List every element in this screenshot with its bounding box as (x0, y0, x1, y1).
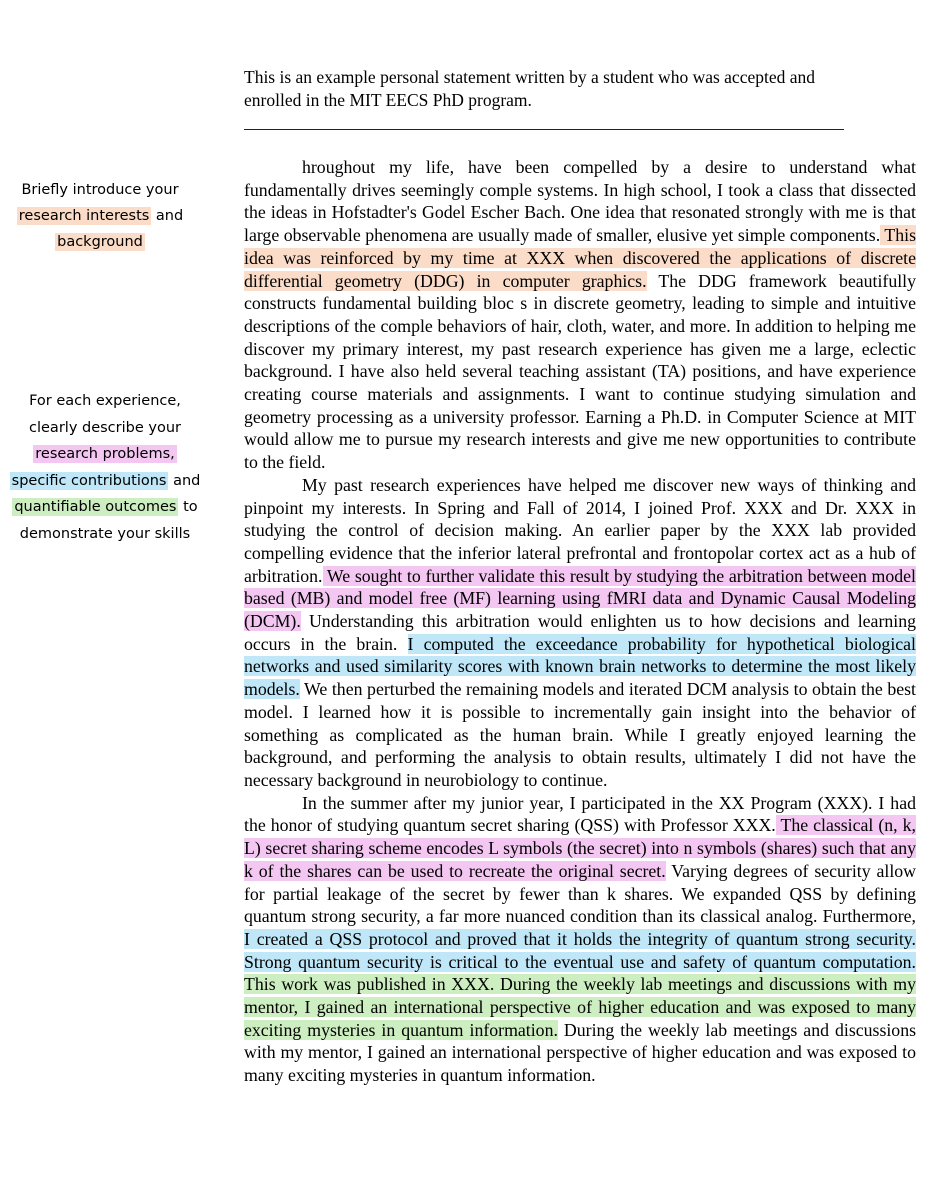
note2-line-5 (0, 494, 210, 521)
p3-text-2: Varying degrees of security allow for partial leakage of the secret by fewer than k shares. We expanded QSS by defining quantum strong security, a far more nuanced condition than its classical analog. Furthermore, (244, 860, 916, 927)
intro-note (244, 66, 924, 112)
note2-highlight-specific-contributions: specific contributions (11, 472, 167, 489)
note2-line-3 (0, 441, 210, 468)
p2-text-3: We then perturbed the remaining models and iterated DCM analysis to obtain the best model. I learned how it is possible to incrementally gain insight into the behavior of something as complicated as the human brain. While I greatly enjoyed learning the background, and performing the analysis to obtain results, ultimately I did not have the necessary background in neurobiology to continue. (244, 679, 916, 790)
p3-highlight-problem: The classical (n, k, L) secret sharing scheme encodes L symbols (the secret) into n symbols (shares) such that any k of the shares can be used to recreate the original secret. (244, 815, 916, 881)
p3-highlight-contribution: I created a QSS protocol and proved that it holds the integrity of quantum strong security. Strong quantum security is critical to the eventual use and safety of quantum computation. (244, 928, 916, 972)
separator-rule (244, 129, 844, 130)
margin-note-intro (0, 177, 200, 255)
p1-text-2: The DDG framework beautifully constructs fundamental building bloc s in discrete geometry, leading to simple and intuitive descriptions of the comple behaviors of hair, cloth, water, and more. In addition to helping me discover my primary interest, my past research experience has given me a large, eclectic background. I have also held several teaching assistant (TA) positions, and have experience creating course materials and assignments. I want to continue studying simulation and geometry processing as a university professor. Earning a Ph.D. in Computer Science at MIT would allow me to pursue my research interests and give me new opportunities to contribute to the field. (244, 270, 916, 473)
paragraph-decision-making (244, 474, 916, 792)
p2-highlight-contribution: I computed the exceedance probability for hypothetical biological networks and used similarity scores with known brain networks to determine the most likely models. (244, 633, 916, 700)
intro-line-2: enrolled in the MIT EECS PhD program. (244, 90, 532, 110)
p3-highlight-outcome: This work was published in XXX. During the weekly lab meetings and discussions with my mentor, I gained an international perspective of higher education and was exposed to many exciting mysteries in quantum information. (244, 974, 916, 1040)
p3-text-1: In the summer after my junior year, I participated in the XX Program (XXX). I had the honor of studying quantum secret sharing (QSS) with Professor XXX. (244, 792, 916, 836)
note1-line-2-rest: and (151, 208, 184, 224)
p2-highlight-problem: We sought to further validate this result by studying the arbitration between model based (MB) and model free (MF) learning using fMRI data and Dynamic Causal Modeling (DCM). (244, 565, 916, 632)
note1-line-3 (0, 229, 200, 255)
personal-statement-body (244, 156, 916, 1087)
intro-line-1: This is an example personal statement written by a student who was accepted and (244, 67, 816, 87)
note1-highlight-background: background (57, 234, 143, 250)
p3-text-3: During the weekly lab meetings and discussions with my mentor, I gained an international perspective of higher education and was exposed to many exciting mysteries in quantum information. (244, 1019, 917, 1086)
note1-highlight-research-interests: research interests (18, 208, 150, 224)
p1-text-1: hroughout my life, have been compelled by a desire to understand what fundamentally drives seemingly comple systems. In high school, I took a class that dissected the ideas in Hofstadter's Godel Escher Bach. One idea that resonated strongly with me is that large observable phenomena are usually made of smaller, elusive yet simple components. (244, 157, 916, 246)
margin-note-experience (0, 388, 210, 547)
note2-line-4-rest: and (168, 472, 201, 489)
note1-line-2 (0, 203, 200, 229)
p2-text-1: My past research experiences have helped me discover new ways of thinking and pinpoint my interests. In Spring and Fall of 2014, I joined Prof. XXX and Dr. XXX in studying the control of decision making. An earlier paper by the XXX lab provided compelling evidence that the inferior lateral prefrontal and frontopolar cortex act as a hub of arbitration. (244, 474, 916, 586)
p2-text-2: Understanding this arbitration would enlighten us to how decisions and learning occurs in the brain. (244, 611, 916, 654)
note2-line-2: clearly describe your (29, 419, 181, 436)
note1-line-1: Briefly introduce your (21, 182, 179, 198)
paragraph-quantum (244, 792, 916, 1087)
note2-line-6: demonstrate your skills (19, 525, 191, 542)
note2-line-1: For each experience, (29, 393, 181, 409)
p1-highlight-background: This idea was reinforced by my time at XXX when discovered the applications of discrete differential geometry (DDG) in computer graphics. (244, 225, 916, 291)
note2-line-4 (0, 468, 210, 495)
paragraph-introduction (244, 156, 916, 474)
note2-line-5-rest: to (178, 499, 198, 515)
note2-highlight-quantifiable-outcomes: quantifiable outcomes (14, 499, 177, 515)
note2-highlight-research-problems: research problems, (35, 446, 175, 462)
